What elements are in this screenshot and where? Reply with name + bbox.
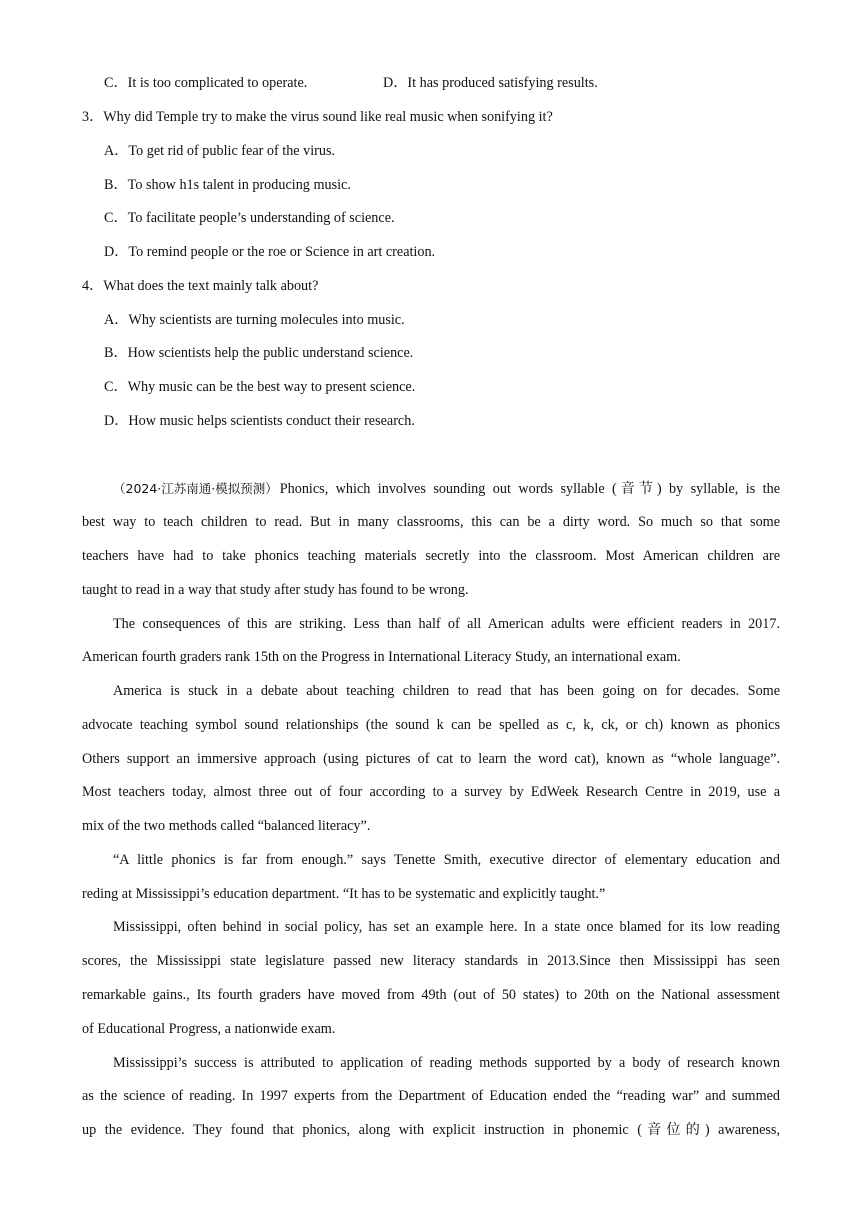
- passage-p3-line-1: America is stuck in a debate about teaching children to read that has been going on for decades. Some: [113, 683, 780, 699]
- q2-option-d: D．It has produced satisfying results.: [383, 75, 598, 91]
- passage-p5-line-1: Mississippi, often behind in social policy, has set an example here. In a state once blamed for its low reading: [113, 919, 780, 935]
- passage-p3-line-4: Most teachers today, almost three out of four according to a survey by EdWeek Research Centre in 2019, use a: [82, 784, 780, 800]
- passage-p5-line-4: of Educational Progress, a nationwide exam.: [82, 1021, 336, 1037]
- q3-stem: 3．Why did Temple try to make the virus sound like real music when sonifying it?: [82, 109, 553, 125]
- passage-p4-line-1: “A little phonics is far from enough.” says Tenette Smith, executive director of elementary education and: [113, 852, 780, 868]
- q4-option-c: C．Why music can be the best way to present science.: [104, 379, 416, 395]
- passage-p4-line-2: reding at Mississippi’s education department. “It has to be systematic and explicitly taught.”: [82, 886, 606, 902]
- passage-p6-line-1: Mississippi’s success is attributed to application of reading methods supported by a body of research known: [113, 1055, 780, 1071]
- passage-p3-line-3: Others support an immersive approach (using pictures of cat to learn the word cat), known as “whole language”.: [82, 751, 780, 767]
- passage-p2-line-2: American fourth graders rank 15th on the Progress in International Literacy Study, an international exam.: [82, 649, 681, 665]
- passage-p5-line-2: scores, the Mississippi state legislature passed new literacy standards in 2013.Since then Mississippi has seen: [82, 953, 780, 969]
- q2-option-c: C．It is too complicated to operate.: [104, 75, 308, 91]
- passage-p6-line-2: as the science of reading. In 1997 experts from the Department of Education ended the “reading war” and summed: [82, 1088, 780, 1104]
- passage-p3-line-2: advocate teaching symbol sound relationships (the sound k can be spelled as c, k, ck, or ch) known as phonics: [82, 717, 780, 733]
- passage-p1-line-1: Phonics, which involves sounding out words syllable (音节) by syllable, is the: [279, 481, 780, 497]
- passage-p5-line-3: remarkable gains., Its fourth graders have moved from 49th (out of 50 states) to 20th on the National assessment: [82, 987, 780, 1003]
- passage-p2-line-1: The consequences of this are striking. Less than half of all American adults were efficient readers in 2017.: [113, 616, 780, 632]
- passage-p6-line-3: up the evidence. They found that phonics, along with explicit instruction in phonemic (音位的) awareness,: [82, 1122, 780, 1138]
- q3-option-b: B．To show h1s talent in producing music.: [104, 177, 351, 193]
- passage-p1-line-3: teachers have had to take phonics teaching materials secretly into the classroom. Most American children are: [82, 548, 780, 564]
- q3-option-c: C．To facilitate people’s understanding of science.: [104, 210, 395, 226]
- passage-p3-line-5: mix of the two methods called “balanced literacy”.: [82, 818, 371, 834]
- q4-option-a: A．Why scientists are turning molecules into music.: [104, 312, 405, 328]
- q4-stem: 4．What does the text mainly talk about?: [82, 278, 319, 294]
- q4-option-b: B．How scientists help the public understand science.: [104, 345, 414, 361]
- passage-p1-line-2: best way to teach children to read. But in many classrooms, this can be a dirty word. So much so that some: [82, 514, 780, 530]
- q4-option-d: D．How music helps scientists conduct their research.: [104, 413, 415, 429]
- passage-first-line: [113, 479, 780, 499]
- passage-source: （2024·江苏南通·模拟预测）: [113, 481, 278, 496]
- passage-p1-line-4: taught to read in a way that study after study has found to be wrong.: [82, 582, 469, 598]
- q3-option-a: A．To get rid of public fear of the virus.: [104, 143, 336, 159]
- q3-option-d: D．To remind people or the roe or Science in art creation.: [104, 244, 436, 260]
